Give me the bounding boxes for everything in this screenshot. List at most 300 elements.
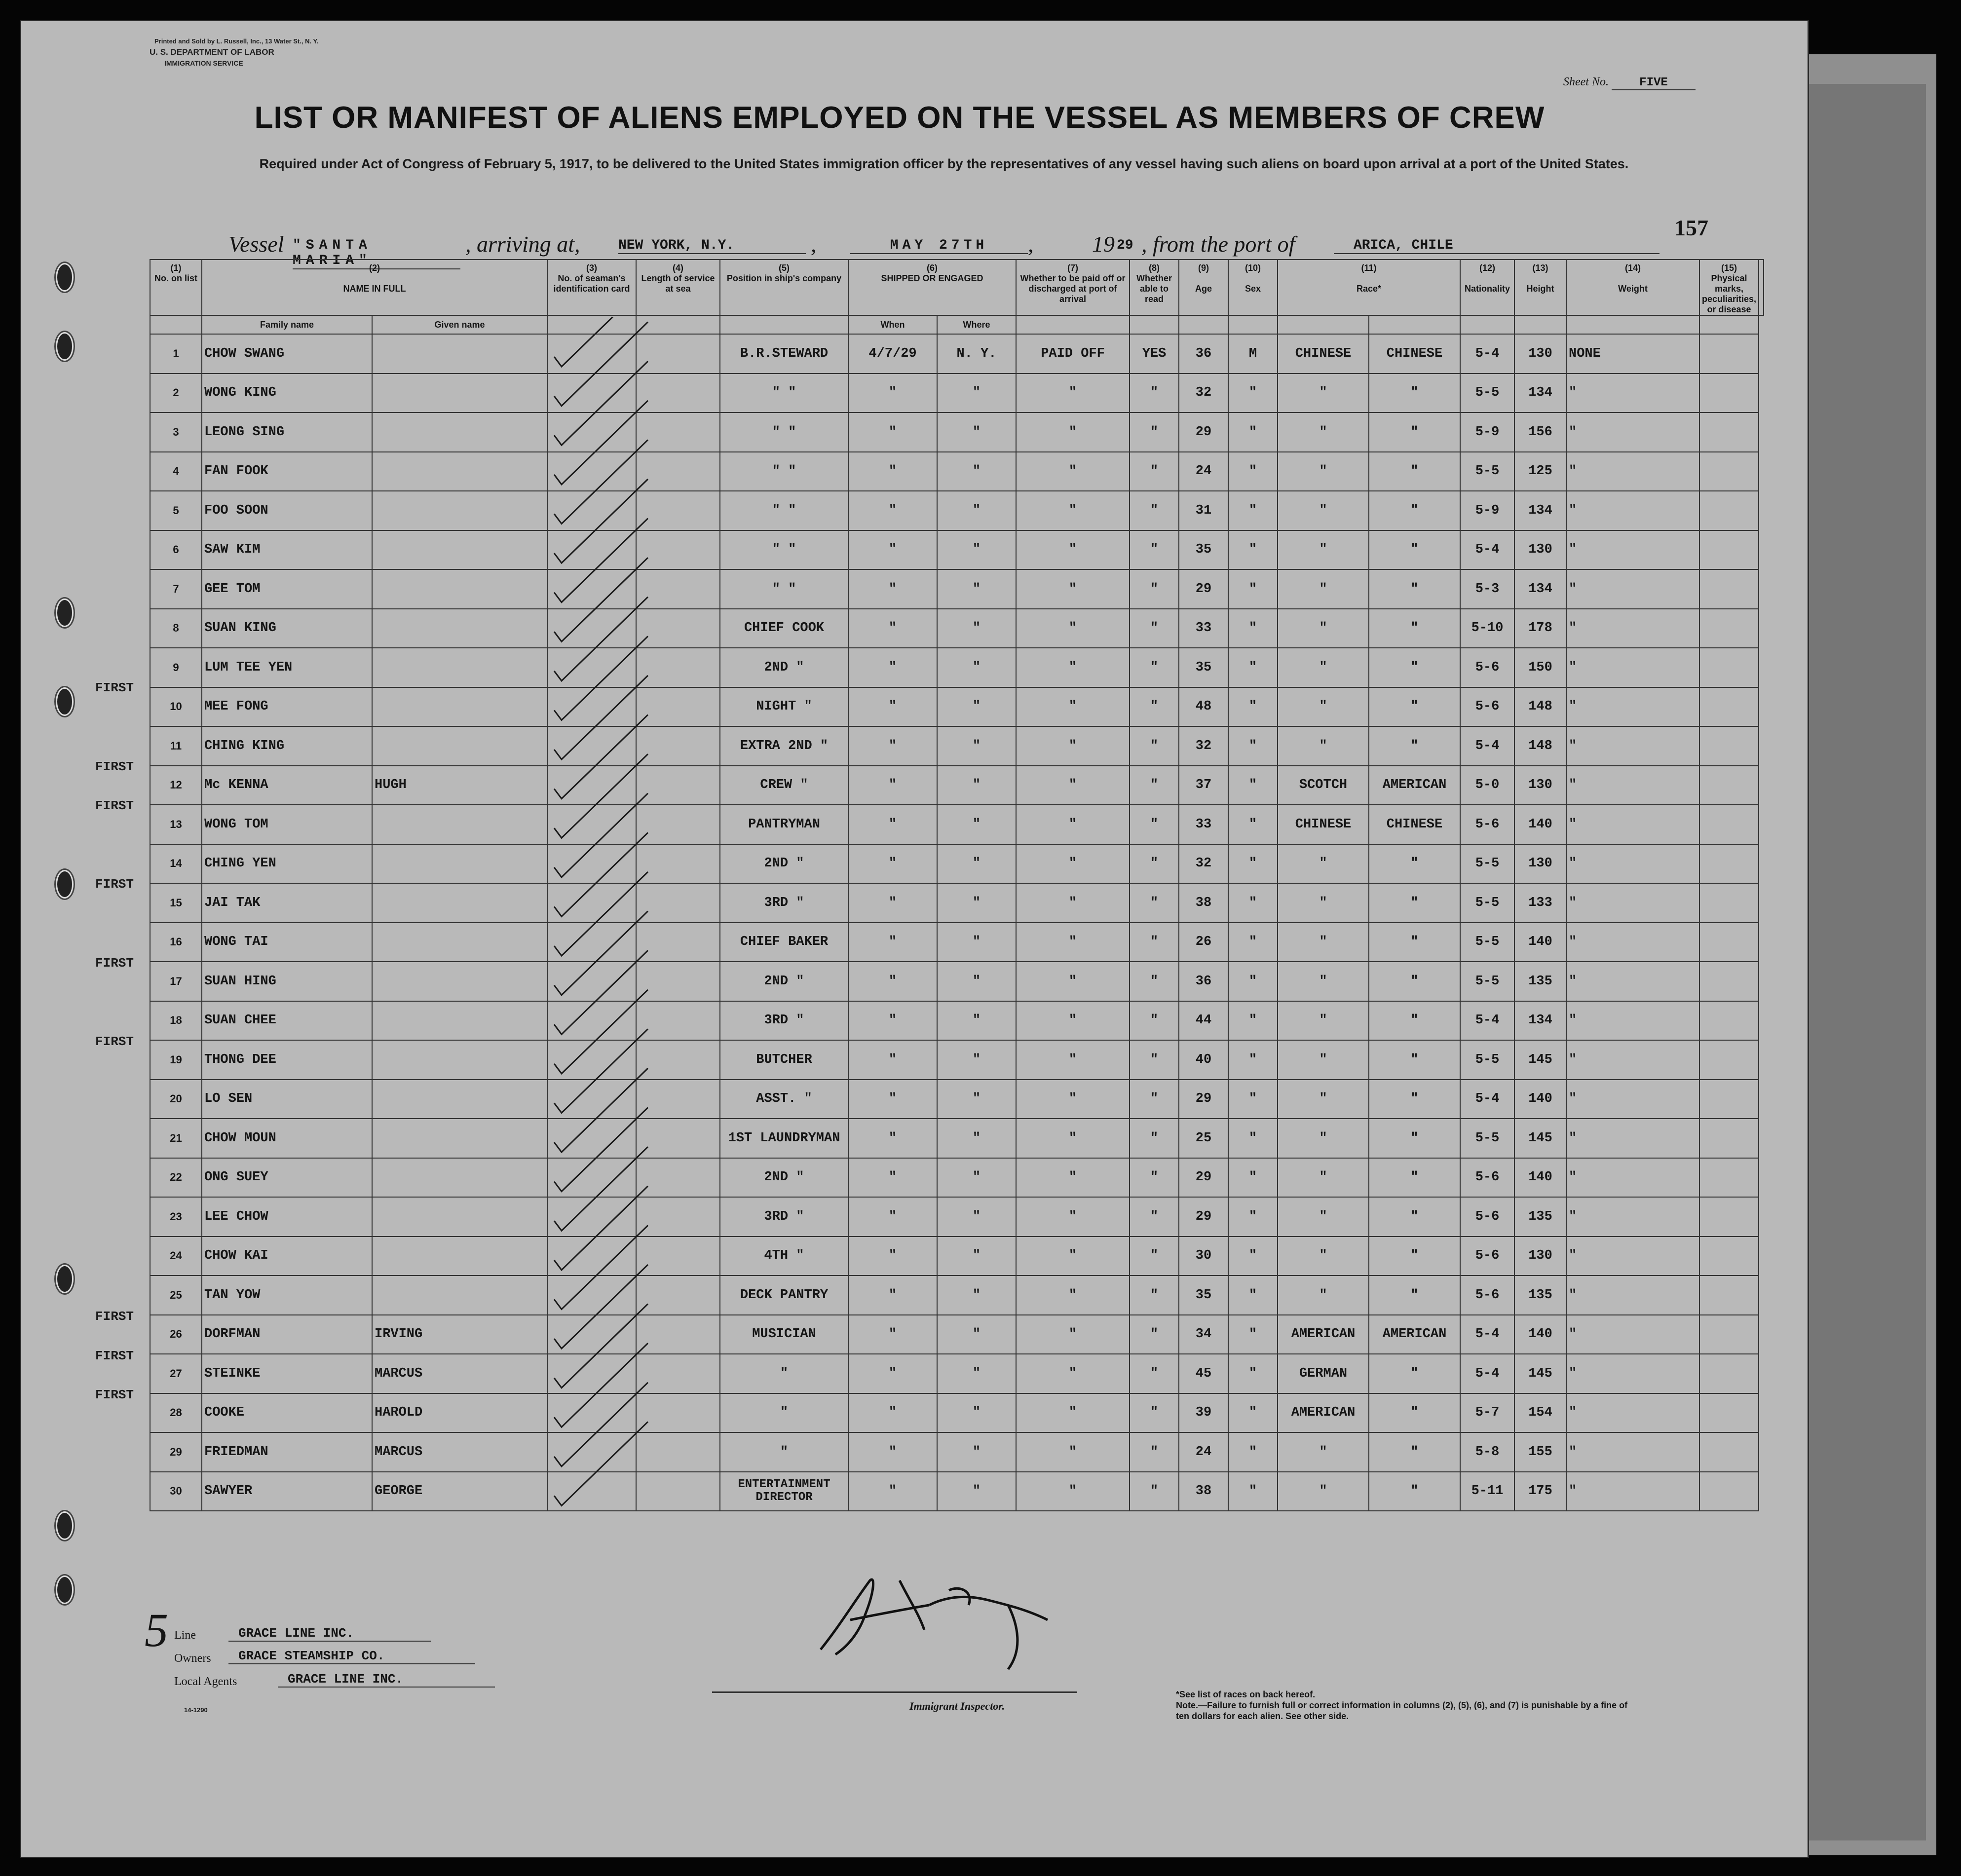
age-cell: 36 xyxy=(1179,962,1228,1001)
family-name-cell: COOKE xyxy=(202,1393,372,1433)
sex-cell: " xyxy=(1228,452,1278,491)
col-8-header: (8) Whether able to read xyxy=(1130,260,1179,315)
check-mark xyxy=(554,1422,648,1505)
paid-off-cell: " xyxy=(1016,805,1130,844)
sex-cell: " xyxy=(1228,1472,1278,1511)
paid-off-cell: " xyxy=(1016,413,1130,452)
paid-off-cell: " xyxy=(1016,1080,1130,1119)
table-row xyxy=(150,1080,1764,1119)
physical-marks-cell: " xyxy=(1566,413,1699,452)
given-name-cell xyxy=(372,1158,547,1198)
shipped-when-cell: " xyxy=(848,1119,937,1158)
shipped-where-cell: " xyxy=(937,1158,1016,1198)
shipped-when-cell: " xyxy=(848,569,937,609)
inspector-label: Immigrant Inspector. xyxy=(909,1700,1005,1712)
underlying-page-2 xyxy=(1796,84,1926,1840)
paid-off-cell: " xyxy=(1016,1197,1130,1237)
row-number-cell: 7 xyxy=(150,569,202,609)
shipped-where-cell: " xyxy=(937,883,1016,923)
paid-off-cell: " xyxy=(1016,766,1130,805)
weight-cell: 130 xyxy=(1514,766,1566,805)
nationality-cell: " xyxy=(1369,1237,1460,1276)
given-name-cell xyxy=(372,923,547,962)
height-cell: 5-7 xyxy=(1460,1393,1514,1433)
family-name-cell: FRIEDMAN xyxy=(202,1432,372,1472)
weight-cell: 130 xyxy=(1514,530,1566,570)
age-cell: 38 xyxy=(1179,883,1228,923)
col-12-header: (12) Nationality xyxy=(1460,260,1514,315)
sex-cell: " xyxy=(1228,805,1278,844)
race-cell: GERMAN xyxy=(1278,1354,1369,1393)
age-cell: 32 xyxy=(1179,844,1228,884)
blank-cell xyxy=(1699,648,1759,687)
binder-hole xyxy=(56,687,74,716)
weight-cell: 135 xyxy=(1514,962,1566,1001)
paid-off-cell: " xyxy=(1016,1354,1130,1393)
row-number-cell: 9 xyxy=(150,648,202,687)
row-number-cell: 5 xyxy=(150,491,202,530)
paid-off-cell: " xyxy=(1016,1040,1130,1080)
given-name-cell xyxy=(372,1237,547,1276)
position-cell: " " xyxy=(720,452,848,491)
shipped-when-cell: " xyxy=(848,648,937,687)
shipped-when-cell: " xyxy=(848,726,937,766)
given-name-cell xyxy=(372,687,547,727)
shipped-where-cell: " xyxy=(937,648,1016,687)
age-cell: 29 xyxy=(1179,1158,1228,1198)
able-to-read-cell: " xyxy=(1130,1393,1179,1433)
row-number-cell: 29 xyxy=(150,1432,202,1472)
able-to-read-cell: " xyxy=(1130,569,1179,609)
able-to-read-cell: " xyxy=(1130,1315,1179,1354)
able-to-read-cell: " xyxy=(1130,883,1179,923)
family-name-cell: WONG TOM xyxy=(202,805,372,844)
shipped-when-cell: " xyxy=(848,923,937,962)
age-cell: 29 xyxy=(1179,1197,1228,1237)
physical-marks-cell: " xyxy=(1566,1197,1699,1237)
age-cell: 38 xyxy=(1179,1472,1228,1511)
nationality-cell: " xyxy=(1369,1472,1460,1511)
table-row xyxy=(150,923,1764,962)
column-number-row xyxy=(150,260,1764,315)
paid-off-cell: " xyxy=(1016,844,1130,884)
sex-cell: " xyxy=(1228,1119,1278,1158)
shipped-where-cell: " xyxy=(937,1432,1016,1472)
paid-off-cell: " xyxy=(1016,530,1130,570)
table-row xyxy=(150,962,1764,1001)
nationality-cell: AMERICAN xyxy=(1369,766,1460,805)
able-to-read-cell: " xyxy=(1130,1040,1179,1080)
given-name-cell xyxy=(372,844,547,884)
weight-cell: 140 xyxy=(1514,1080,1566,1119)
row-number-cell: 23 xyxy=(150,1197,202,1237)
form-code: 14-1290 xyxy=(184,1706,208,1714)
col-9-header: (9) Age xyxy=(1179,260,1228,315)
sex-cell: " xyxy=(1228,1080,1278,1119)
sex-cell: " xyxy=(1228,491,1278,530)
check-mark xyxy=(554,832,648,916)
family-name-cell: Mc KENNA xyxy=(202,766,372,805)
row-number-cell: 22 xyxy=(150,1158,202,1198)
footnote: *See list of races on back hereof. Note.—Failure to furnish full or correct information in columns (2), (5), (6), and (7) is punishable by a fine of ten dollars for each alien. See other side. xyxy=(1176,1689,1628,1721)
weight-cell: 133 xyxy=(1514,883,1566,923)
nationality-cell: " xyxy=(1369,530,1460,570)
age-cell: 32 xyxy=(1179,374,1228,413)
height-cell: 5-5 xyxy=(1460,1040,1514,1080)
col-13-header: (13) Height xyxy=(1514,260,1566,315)
physical-marks-cell: " xyxy=(1566,1432,1699,1472)
blank-cell xyxy=(1699,1158,1759,1198)
family-name-cell: GEE TOM xyxy=(202,569,372,609)
binder-hole xyxy=(56,1265,74,1293)
blank-cell xyxy=(1699,1354,1759,1393)
blank-cell xyxy=(1699,1001,1759,1041)
height-cell: 5-6 xyxy=(1460,687,1514,727)
check-mark xyxy=(554,911,648,995)
blank-cell xyxy=(1699,1432,1759,1472)
blank-cell xyxy=(1699,805,1759,844)
row-number-cell: 11 xyxy=(150,726,202,766)
physical-marks-cell: " xyxy=(1566,844,1699,884)
height-cell: 5-4 xyxy=(1460,530,1514,570)
shipped-when-cell: " xyxy=(848,1276,937,1315)
sex-cell: " xyxy=(1228,569,1278,609)
age-cell: 45 xyxy=(1179,1354,1228,1393)
blank-cell xyxy=(1699,766,1759,805)
check-mark xyxy=(554,1383,648,1466)
paid-off-cell: " xyxy=(1016,1001,1130,1041)
family-name-cell: SUAN KING xyxy=(202,609,372,648)
shipped-where-cell: " xyxy=(937,962,1016,1001)
vessel-line: Vessel "SANTA MARIA" , arriving at, NEW YORK, N.Y. , MAY 27TH , 19 29 , from the port of ARICA, CHILE xyxy=(228,231,1659,261)
race-cell: " xyxy=(1278,923,1369,962)
sex-cell: " xyxy=(1228,1354,1278,1393)
table-row xyxy=(150,726,1764,766)
table-row xyxy=(150,1237,1764,1276)
weight-cell: 140 xyxy=(1514,1158,1566,1198)
check-mark xyxy=(554,440,648,524)
blank-col xyxy=(1759,260,1764,315)
margin-note: FIRST xyxy=(95,877,134,892)
nationality-cell: " xyxy=(1369,1197,1460,1237)
weight-cell: 156 xyxy=(1514,413,1566,452)
row-number-cell: 14 xyxy=(150,844,202,884)
age-cell: 39 xyxy=(1179,1393,1228,1433)
paid-off-cell: " xyxy=(1016,491,1130,530)
weight-cell: 140 xyxy=(1514,923,1566,962)
physical-marks-cell: " xyxy=(1566,569,1699,609)
row-number-cell: 6 xyxy=(150,530,202,570)
family-name-cell: ONG SUEY xyxy=(202,1158,372,1198)
age-cell: 35 xyxy=(1179,1276,1228,1315)
position-cell: CHIEF COOK xyxy=(720,609,848,648)
shipped-when-cell: " xyxy=(848,1237,937,1276)
year-prefix: 19 xyxy=(1092,231,1115,257)
shipped-where-cell: " xyxy=(937,1001,1016,1041)
nationality-cell: " xyxy=(1369,569,1460,609)
check-mark xyxy=(554,479,648,563)
shipped-when-cell: " xyxy=(848,844,937,884)
physical-marks-cell: " xyxy=(1566,1080,1699,1119)
check-mark xyxy=(554,1029,648,1113)
given-name-cell xyxy=(372,530,547,570)
race-cell: " xyxy=(1278,962,1369,1001)
shipped-where-cell: " xyxy=(937,1080,1016,1119)
position-cell: DECK PANTRY xyxy=(720,1276,848,1315)
race-cell: " xyxy=(1278,1080,1369,1119)
weight-cell: 148 xyxy=(1514,726,1566,766)
row-number-cell: 18 xyxy=(150,1001,202,1041)
given-name-cell xyxy=(372,1001,547,1041)
given-name-cell xyxy=(372,1080,547,1119)
check-mark xyxy=(554,872,648,956)
height-cell: 5-5 xyxy=(1460,883,1514,923)
position-cell: " xyxy=(720,1354,848,1393)
able-to-read-cell: " xyxy=(1130,1472,1179,1511)
margin-note: FIRST xyxy=(95,798,134,814)
shipped-when-cell: " xyxy=(848,452,937,491)
race-cell: SCOTCH xyxy=(1278,766,1369,805)
given-name-cell xyxy=(372,1040,547,1080)
height-cell: 5-4 xyxy=(1460,334,1514,374)
position-cell: 2ND " xyxy=(720,1158,848,1198)
position-cell: ENTERTAINMENT DIRECTOR xyxy=(720,1472,848,1511)
row-number-cell: 28 xyxy=(150,1393,202,1433)
able-to-read-cell: " xyxy=(1130,648,1179,687)
able-to-read-cell: " xyxy=(1130,923,1179,962)
shipped-when-cell: " xyxy=(848,1001,937,1041)
row-number-cell: 1 xyxy=(150,334,202,374)
margin-note: FIRST xyxy=(95,680,134,696)
paid-off-cell: " xyxy=(1016,1432,1130,1472)
age-cell: 24 xyxy=(1179,1432,1228,1472)
check-mark xyxy=(554,754,648,838)
physical-marks-cell: " xyxy=(1566,374,1699,413)
nationality-cell: " xyxy=(1369,374,1460,413)
shipped-when-cell: " xyxy=(848,1158,937,1198)
vessel-name: "SANTA MARIA" xyxy=(293,238,460,269)
physical-marks-cell: " xyxy=(1566,1119,1699,1158)
shipped-where-cell: " xyxy=(937,1315,1016,1354)
row-number-cell: 17 xyxy=(150,962,202,1001)
shipped-when-cell: " xyxy=(848,1393,937,1433)
col-3-header: (3) No. of seaman's identification card xyxy=(547,260,636,315)
table-row xyxy=(150,1315,1764,1354)
row-number-cell: 26 xyxy=(150,1315,202,1354)
height-cell: 5-8 xyxy=(1460,1432,1514,1472)
given-name-cell: HAROLD xyxy=(372,1393,547,1433)
nationality-cell: " xyxy=(1369,687,1460,727)
sex-cell: " xyxy=(1228,1393,1278,1433)
blank-cell xyxy=(1699,413,1759,452)
nationality-cell: CHINESE xyxy=(1369,805,1460,844)
sex-cell: " xyxy=(1228,648,1278,687)
blank-cell xyxy=(1699,687,1759,727)
col-14-header: (14) Weight xyxy=(1566,260,1699,315)
family-name-cell: SAW KIM xyxy=(202,530,372,570)
race-cell: " xyxy=(1278,1119,1369,1158)
sex-cell: " xyxy=(1228,1276,1278,1315)
physical-marks-cell: " xyxy=(1566,766,1699,805)
blank-cell xyxy=(1699,1197,1759,1237)
blank-cell xyxy=(1699,1237,1759,1276)
weight-cell: 140 xyxy=(1514,1315,1566,1354)
position-cell: B.R.STEWARD xyxy=(720,334,848,374)
sex-cell: " xyxy=(1228,1040,1278,1080)
shipped-where-cell: " xyxy=(937,923,1016,962)
able-to-read-cell: " xyxy=(1130,1197,1179,1237)
blank-cell xyxy=(1699,1080,1759,1119)
check-mark xyxy=(554,1147,648,1231)
paid-off-cell: " xyxy=(1016,883,1130,923)
given-name-header: Given name xyxy=(372,315,547,334)
sex-cell: " xyxy=(1228,1432,1278,1472)
shipped-when-cell: " xyxy=(848,805,937,844)
position-cell: PANTRYMAN xyxy=(720,805,848,844)
service: IMMIGRATION SERVICE xyxy=(164,59,243,67)
printer-line: Printed and Sold by L. Russell, Inc., 13 Water St., N. Y. xyxy=(154,38,319,45)
given-name-cell xyxy=(372,883,547,923)
position-cell: 3RD " xyxy=(720,1197,848,1237)
weight-cell: 125 xyxy=(1514,452,1566,491)
able-to-read-cell: " xyxy=(1130,1354,1179,1393)
family-name-cell: CHING KING xyxy=(202,726,372,766)
row-number-cell: 30 xyxy=(150,1472,202,1511)
position-cell: 4TH " xyxy=(720,1237,848,1276)
age-cell: 44 xyxy=(1179,1001,1228,1041)
race-cell: " xyxy=(1278,413,1369,452)
age-cell: 26 xyxy=(1179,923,1228,962)
height-cell: 5-6 xyxy=(1460,1158,1514,1198)
given-name-cell xyxy=(372,413,547,452)
race-cell: " xyxy=(1278,726,1369,766)
sex-cell: " xyxy=(1228,766,1278,805)
nationality-cell: " xyxy=(1369,726,1460,766)
age-cell: 29 xyxy=(1179,569,1228,609)
height-cell: 5-4 xyxy=(1460,1354,1514,1393)
table-row xyxy=(150,1432,1764,1472)
page-number: 157 xyxy=(1674,215,1708,240)
physical-marks-cell: " xyxy=(1566,1315,1699,1354)
race-cell: " xyxy=(1278,1197,1369,1237)
blank-cell xyxy=(1699,374,1759,413)
nationality-cell: " xyxy=(1369,1276,1460,1315)
physical-marks-cell: " xyxy=(1566,1472,1699,1511)
check-mark xyxy=(554,317,648,367)
shipped-where-cell: " xyxy=(937,1119,1016,1158)
weight-cell: 175 xyxy=(1514,1472,1566,1511)
able-to-read-cell: " xyxy=(1130,726,1179,766)
nationality-cell: " xyxy=(1369,962,1460,1001)
family-name-cell: WONG KING xyxy=(202,374,372,413)
given-name-cell xyxy=(372,374,547,413)
paid-off-cell: " xyxy=(1016,1276,1130,1315)
family-name-cell: TAN YOW xyxy=(202,1276,372,1315)
shipped-where-cell: " xyxy=(937,1354,1016,1393)
shipped-where-cell: " xyxy=(937,687,1016,727)
paid-off-cell: " xyxy=(1016,726,1130,766)
age-cell: 35 xyxy=(1179,648,1228,687)
able-to-read-cell: " xyxy=(1130,491,1179,530)
table-row xyxy=(150,569,1764,609)
race-cell: " xyxy=(1278,1040,1369,1080)
vessel-label: Vessel xyxy=(228,231,284,257)
when-header: When xyxy=(848,315,937,334)
shipped-when-cell: " xyxy=(848,962,937,1001)
shipped-when-cell: " xyxy=(848,1315,937,1354)
check-mark xyxy=(554,401,648,485)
position-cell: " xyxy=(720,1393,848,1433)
shipped-where-cell: " xyxy=(937,1237,1016,1276)
paid-off-cell: " xyxy=(1016,687,1130,727)
paid-off-cell: " xyxy=(1016,609,1130,648)
row-number-cell: 20 xyxy=(150,1080,202,1119)
age-cell: 34 xyxy=(1179,1315,1228,1354)
col-6-header: (6) SHIPPED OR ENGAGED xyxy=(848,260,1016,315)
row-number-cell: 25 xyxy=(150,1276,202,1315)
given-name-cell xyxy=(372,805,547,844)
shipped-where-cell: " xyxy=(937,491,1016,530)
height-cell: 5-5 xyxy=(1460,923,1514,962)
height-cell: 5-4 xyxy=(1460,1315,1514,1354)
physical-marks-cell: " xyxy=(1566,648,1699,687)
table-row xyxy=(150,1197,1764,1237)
race-cell: " xyxy=(1278,452,1369,491)
family-name-cell: LUM TEE YEN xyxy=(202,648,372,687)
family-name-cell: SUAN HING xyxy=(202,962,372,1001)
physical-marks-cell: NONE xyxy=(1566,334,1699,374)
able-to-read-cell: " xyxy=(1130,1080,1179,1119)
given-name-cell xyxy=(372,1276,547,1315)
nationality-cell: " xyxy=(1369,1040,1460,1080)
given-name-cell xyxy=(372,1119,547,1158)
sex-cell: " xyxy=(1228,962,1278,1001)
able-to-read-cell: " xyxy=(1130,374,1179,413)
margin-note: FIRST xyxy=(95,759,134,774)
check-mark xyxy=(554,1108,648,1192)
paid-off-cell: " xyxy=(1016,923,1130,962)
family-name-header: Family name xyxy=(202,315,372,334)
age-cell: 29 xyxy=(1179,413,1228,452)
race-cell: " xyxy=(1278,1237,1369,1276)
row-number-cell: 21 xyxy=(150,1119,202,1158)
race-cell: " xyxy=(1278,1001,1369,1041)
race-cell: " xyxy=(1278,1432,1369,1472)
table-row xyxy=(150,609,1764,648)
sex-cell: " xyxy=(1228,1237,1278,1276)
shipped-when-cell: " xyxy=(848,609,937,648)
physical-marks-cell: " xyxy=(1566,609,1699,648)
paid-off-cell: " xyxy=(1016,1393,1130,1433)
nationality-cell: " xyxy=(1369,1354,1460,1393)
col-7-header: (7) Whether to be paid off or discharged at port of arrival xyxy=(1016,260,1130,315)
able-to-read-cell: " xyxy=(1130,844,1179,884)
blank-cell xyxy=(1699,1040,1759,1080)
able-to-read-cell: " xyxy=(1130,1001,1179,1041)
blank-cell xyxy=(1699,1119,1759,1158)
blank-cell xyxy=(1699,530,1759,570)
given-name-cell xyxy=(372,648,547,687)
owners-label: Owners xyxy=(174,1652,211,1665)
sex-cell: " xyxy=(1228,1197,1278,1237)
shipped-where-cell: " xyxy=(937,766,1016,805)
physical-marks-cell: " xyxy=(1566,923,1699,962)
blank-cell xyxy=(1699,491,1759,530)
arrival-date: MAY 27TH xyxy=(850,238,1028,254)
blank-cell xyxy=(1699,569,1759,609)
height-cell: 5-0 xyxy=(1460,766,1514,805)
height-cell: 5-4 xyxy=(1460,1001,1514,1041)
